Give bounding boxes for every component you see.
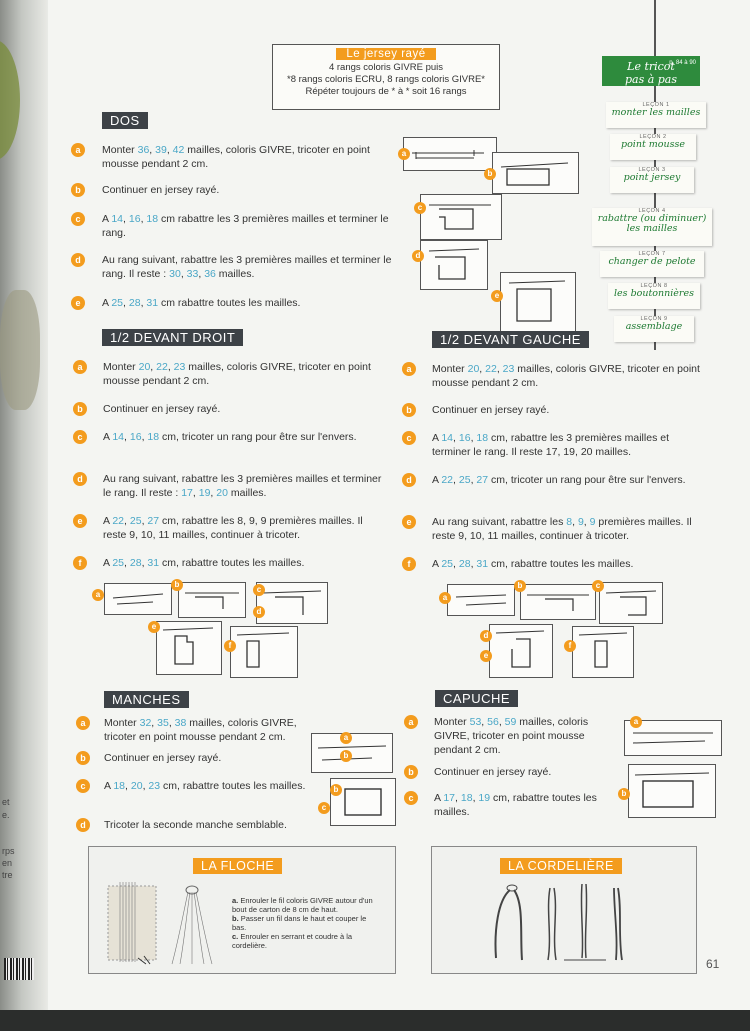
- step-fragment: ,: [180, 268, 187, 280]
- step-fragment: cm, rabattre toutes les mailles.: [159, 557, 305, 569]
- step-badge: c: [404, 791, 418, 805]
- step-text: [104, 818, 329, 832]
- sketch-manches-ab: [311, 733, 393, 773]
- spine-text-1: et: [2, 797, 10, 807]
- step-fragment: Au rang suivant, rabattre les: [432, 516, 567, 528]
- step-fragment: Monter: [434, 716, 470, 728]
- lesson-card-3: LEÇON 3 point jersey: [610, 167, 694, 193]
- step-fragment: ,: [583, 516, 590, 528]
- step-fragment: cm, tricoter un rang pour être sur l'envers.: [159, 431, 357, 443]
- page-number: 61: [706, 957, 720, 971]
- step-fragment: cm, rabattre toutes les mailles.: [160, 780, 306, 792]
- step-fragment: ,: [472, 792, 479, 804]
- step-fragment: A: [432, 558, 442, 570]
- section-title-manches: MANCHES: [104, 691, 189, 708]
- sketch-dos-d: [420, 240, 488, 290]
- lesson-card-9: LEÇON 9 assemblage: [614, 316, 694, 342]
- step-text: [102, 253, 392, 281]
- size-number: 16: [129, 431, 142, 443]
- step-fragment: ,: [167, 361, 174, 373]
- floche-step-c: Enrouler en serrant et coudre à la cordelière.: [232, 932, 353, 950]
- size-number: 25: [129, 515, 142, 527]
- sketch-badge: c: [253, 584, 265, 596]
- step-fragment: ,: [453, 432, 459, 444]
- step-badge: d: [73, 472, 87, 486]
- size-number: 35: [157, 717, 169, 729]
- floche-title: LA FLOCHE: [193, 858, 282, 874]
- sketch-dos-c: [420, 194, 502, 240]
- step-badge: e: [73, 514, 87, 528]
- step-badge: c: [402, 431, 416, 445]
- size-number: 20: [216, 487, 228, 499]
- nav-head-line1: Le tricot: [627, 60, 675, 73]
- step-fragment: ,: [481, 716, 488, 728]
- size-number: 9: [589, 516, 596, 528]
- step-fragment: premières mailles. Il reste 9, 10, 11 mailles, continuer à tricoter.: [432, 516, 692, 542]
- jersey-raye-title: Le jersey rayé: [336, 48, 435, 60]
- size-number: 56: [487, 716, 499, 728]
- size-number: 32: [139, 717, 152, 729]
- size-number: 22: [485, 363, 497, 375]
- sketch-badge: a: [398, 148, 410, 160]
- step-badge: c: [73, 430, 87, 444]
- step-badge: b: [71, 183, 85, 197]
- step-fragment: Au rang suivant, rabattre les 3 premières mailles et terminer le rang. Il reste :: [103, 473, 382, 499]
- step-fragment: mailles, coloris GIVRE, tricoter en point mousse pendant 2 cm.: [434, 716, 589, 756]
- step-fragment: mailles.: [215, 268, 255, 280]
- lesson-card-4: LEÇON 4 rabattre (ou diminuer) les mailles: [592, 208, 712, 246]
- floche-c-label: c.: [232, 932, 239, 941]
- step-fragment: cm rabattre les 3 premières mailles et terminer le rang.: [102, 213, 389, 239]
- section-title-dos: DOS: [102, 112, 148, 129]
- spine-text-6: tre: [2, 870, 13, 880]
- sketch-badge: d: [412, 250, 424, 262]
- step-text: [102, 212, 392, 240]
- step-fragment: ,: [210, 487, 217, 499]
- size-number: 33: [186, 268, 199, 280]
- step-badge: c: [76, 779, 90, 793]
- step-text: [104, 779, 329, 793]
- size-number: 59: [504, 716, 517, 728]
- step-fragment: ,: [123, 213, 129, 225]
- section-title-devant-gauche: 1/2 DEVANT GAUCHE: [432, 331, 589, 348]
- sketch-badge: d: [253, 606, 265, 618]
- step-fragment: Monter: [103, 361, 139, 373]
- step-badge: a: [402, 362, 416, 376]
- size-number: 25: [458, 474, 471, 486]
- size-number: 31: [146, 297, 159, 309]
- size-number: 23: [173, 361, 186, 373]
- step-fragment: cm, rabattre les 3 premières mailles et terminer le rang. Il reste 17, 19, 20 mailles.: [432, 432, 669, 458]
- step-fragment: Au rang suivant, rabattre les 3 premières mailles et terminer le rang. Il reste :: [102, 254, 392, 280]
- sketch-badge: c: [592, 580, 604, 592]
- sketch-badge: a: [92, 589, 104, 601]
- step-fragment: A: [103, 515, 113, 527]
- step-fragment: A: [104, 780, 114, 792]
- tricot-pas-a-pas-header: [602, 56, 700, 86]
- step-badge: f: [402, 557, 416, 571]
- sketch-capuche-b: [628, 764, 716, 818]
- size-number: 19: [198, 487, 211, 499]
- sketch-gauche-b: [520, 584, 596, 620]
- intro-line-2: *8 rangs coloris ECRU, 8 rangs coloris GIVRE*: [287, 74, 485, 85]
- size-number: 39: [155, 144, 167, 156]
- size-number: 8: [566, 516, 573, 528]
- step-fragment: ,: [453, 558, 459, 570]
- scan-bottom-edge: [0, 1010, 750, 1031]
- step-fragment: A: [432, 432, 442, 444]
- size-number: 20: [130, 780, 143, 792]
- spine-text-4: rps: [2, 846, 15, 856]
- step-badge: e: [71, 296, 85, 310]
- size-number: 22: [156, 361, 168, 373]
- sketch-badge: c: [318, 802, 330, 814]
- step-badge: b: [404, 765, 418, 779]
- step-fragment: ,: [141, 557, 148, 569]
- intro-line-3: Répéter toujours de * à * soit 16 rangs: [305, 86, 467, 97]
- size-number: 17: [181, 487, 193, 499]
- step-fragment: ,: [142, 780, 149, 792]
- step-fragment: ,: [141, 431, 148, 443]
- size-number: 36: [137, 144, 150, 156]
- size-number: 18: [146, 213, 159, 225]
- size-number: 38: [174, 717, 187, 729]
- size-number: 28: [128, 297, 141, 309]
- sketch-badge: a: [340, 732, 352, 744]
- step-fragment: mailles.: [227, 487, 267, 499]
- step-text: [432, 557, 707, 571]
- floche-step-b: Passer un fil dans le haut et couper le bas.: [232, 914, 367, 932]
- sketch-droit-f: [230, 626, 298, 678]
- size-number: 53: [469, 716, 482, 728]
- size-number: 20: [138, 361, 151, 373]
- size-number: 42: [172, 144, 185, 156]
- barcode: [4, 958, 34, 980]
- step-fragment: mailles, coloris GIVRE, tricoter en point mousse pendant 2 cm.: [104, 717, 297, 743]
- step-fragment: A: [102, 213, 112, 225]
- step-fragment: A: [103, 557, 113, 569]
- sketch-badge: b: [330, 784, 342, 796]
- cordeliere-illustration: [480, 880, 650, 968]
- step-text: [104, 751, 329, 765]
- step-fragment: Tricoter la seconde manche semblable.: [104, 819, 287, 831]
- step-fragment: A: [102, 297, 112, 309]
- step-badge: b: [76, 751, 90, 765]
- yarn-photo-fragment: [0, 290, 40, 410]
- step-text: [103, 430, 388, 444]
- floche-instructions: [232, 896, 382, 950]
- sketch-badge: b: [171, 579, 183, 591]
- step-badge: a: [404, 715, 418, 729]
- floche-a-label: a.: [232, 896, 239, 905]
- step-text: [102, 183, 392, 197]
- step-text: [432, 431, 707, 459]
- step-badge: b: [402, 403, 416, 417]
- step-fragment: mailles, coloris GIVRE, tricoter en point mousse pendant 2 cm.: [432, 363, 700, 389]
- step-text: [434, 715, 624, 757]
- lesson-card-8: LEÇON 8 les boutonnières: [608, 283, 700, 309]
- step-fragment: A: [103, 431, 113, 443]
- step-fragment: ,: [572, 516, 578, 528]
- sketch-droit-a: [104, 583, 172, 615]
- sketch-gauche-c: [599, 582, 663, 624]
- step-badge: c: [71, 212, 85, 226]
- sketch-badge: e: [491, 290, 503, 302]
- floche-step-a: Enrouler le fil coloris GIVRE autour d'un bout de carton de 8 cm de haut.: [232, 896, 373, 914]
- intro-line-1: 4 rangs coloris GIVRE puis: [328, 62, 444, 73]
- step-fragment: Continuer en jersey rayé.: [432, 404, 550, 416]
- step-fragment: ,: [198, 268, 205, 280]
- spine-text-5: en: [2, 858, 13, 868]
- size-number: 22: [112, 515, 125, 527]
- lesson-pages: p. 84 à 90: [669, 60, 696, 66]
- step-fragment: ,: [168, 717, 175, 729]
- sketch-droit-e: [156, 621, 222, 675]
- size-number: 31: [476, 558, 489, 570]
- sketch-badge: f: [224, 640, 236, 652]
- cordeliere-title: LA CORDELIÈRE: [500, 858, 622, 874]
- sketch-badge: d: [480, 630, 492, 642]
- step-text: [434, 765, 624, 779]
- step-text: [432, 403, 707, 417]
- step-fragment: ,: [124, 557, 130, 569]
- lesson-card-2: LEÇON 2 point mousse: [610, 134, 696, 160]
- step-badge: f: [73, 556, 87, 570]
- size-number: 25: [112, 557, 125, 569]
- sketch-badge: e: [480, 650, 492, 662]
- size-number: 25: [111, 297, 124, 309]
- step-fragment: Continuer en jersey rayé.: [102, 184, 220, 196]
- step-text: [432, 515, 707, 543]
- step-fragment: A: [434, 792, 444, 804]
- spine-text-2: e.: [2, 810, 10, 820]
- size-number: 22: [441, 474, 454, 486]
- size-number: 16: [458, 432, 471, 444]
- step-fragment: ,: [453, 474, 459, 486]
- step-fragment: ,: [141, 515, 148, 527]
- step-text: [102, 296, 392, 310]
- size-number: 23: [502, 363, 515, 375]
- step-fragment: Monter: [102, 144, 138, 156]
- lesson-card-7: LEÇON 7 changer de pelote: [600, 251, 704, 277]
- step-fragment: ,: [496, 363, 503, 375]
- step-fragment: cm, rabattre toutes les mailles.: [488, 558, 634, 570]
- step-fragment: Continuer en jersey rayé.: [103, 403, 221, 415]
- size-number: 18: [147, 431, 160, 443]
- sketch-badge: b: [484, 168, 496, 180]
- step-fragment: ,: [166, 144, 173, 156]
- size-number: 27: [147, 515, 160, 527]
- step-fragment: ,: [150, 361, 157, 373]
- step-fragment: mailles, coloris GIVRE, tricoter en point mousse pendant 2 cm.: [102, 144, 370, 170]
- size-number: 31: [147, 557, 160, 569]
- size-number: 25: [441, 558, 454, 570]
- step-badge: a: [73, 360, 87, 374]
- sketch-badge: b: [340, 750, 352, 762]
- step-badge: d: [402, 473, 416, 487]
- step-text: [103, 472, 388, 500]
- step-fragment: ,: [149, 144, 156, 156]
- step-fragment: Continuer en jersey rayé.: [434, 766, 552, 778]
- sketch-droit-c: [256, 582, 328, 624]
- step-fragment: ,: [124, 515, 130, 527]
- step-fragment: ,: [455, 792, 461, 804]
- sketch-gauche-f: [572, 626, 634, 678]
- size-number: 14: [441, 432, 454, 444]
- step-text: [103, 556, 388, 570]
- sketch-dos-a: [403, 137, 497, 171]
- step-fragment: Monter: [104, 717, 140, 729]
- size-number: 36: [204, 268, 216, 280]
- sketch-badge: b: [618, 788, 630, 800]
- step-fragment: ,: [125, 780, 131, 792]
- sketch-gauche-a: [447, 584, 515, 616]
- size-number: 9: [577, 516, 584, 528]
- jersey-raye-box: [272, 44, 500, 110]
- step-badge: d: [76, 818, 90, 832]
- step-fragment: ,: [151, 717, 158, 729]
- sketch-badge: a: [630, 716, 642, 728]
- step-fragment: ,: [470, 474, 477, 486]
- floche-illustration: [100, 880, 220, 970]
- step-fragment: ,: [192, 487, 199, 499]
- step-fragment: ,: [140, 297, 147, 309]
- step-text: [103, 402, 388, 416]
- size-number: 14: [111, 213, 124, 225]
- size-number: 18: [476, 432, 489, 444]
- step-fragment: ,: [479, 363, 486, 375]
- step-fragment: ,: [124, 431, 130, 443]
- step-fragment: Continuer en jersey rayé.: [104, 752, 222, 764]
- sketch-droit-b: [178, 582, 246, 618]
- step-text: [434, 791, 624, 819]
- step-text: [104, 716, 329, 744]
- step-fragment: ,: [498, 716, 505, 728]
- sketch-dos-b: [492, 152, 579, 194]
- sketch-badge: f: [564, 640, 576, 652]
- step-text: [102, 143, 392, 171]
- step-fragment: ,: [140, 213, 147, 225]
- step-fragment: Monter: [432, 363, 468, 375]
- size-number: 16: [128, 213, 141, 225]
- nav-head-line2: pas à pas: [624, 73, 678, 86]
- step-badge: a: [71, 143, 85, 157]
- size-number: 18: [460, 792, 473, 804]
- size-number: 19: [478, 792, 491, 804]
- step-fragment: cm, tricoter un rang pour être sur l'envers.: [488, 474, 686, 486]
- step-badge: e: [402, 515, 416, 529]
- size-number: 23: [148, 780, 161, 792]
- sketch-badge: a: [439, 592, 451, 604]
- step-fragment: ,: [470, 432, 477, 444]
- step-text: [103, 514, 388, 542]
- step-fragment: cm rabattre toutes les mailles.: [158, 297, 301, 309]
- size-number: 20: [467, 363, 480, 375]
- floche-b-label: b.: [232, 914, 239, 923]
- step-badge: a: [76, 716, 90, 730]
- step-fragment: cm, rabattre toutes les mailles.: [434, 792, 597, 818]
- size-number: 30: [169, 268, 181, 280]
- size-number: 14: [112, 431, 125, 443]
- size-number: 18: [113, 780, 126, 792]
- step-text: [432, 473, 707, 487]
- step-text: [432, 362, 707, 390]
- sketch-dos-e: [500, 272, 576, 332]
- sketch-badge: e: [148, 621, 160, 633]
- sketch-badge: b: [514, 580, 526, 592]
- step-fragment: A: [432, 474, 442, 486]
- size-number: 27: [476, 474, 489, 486]
- step-fragment: ,: [470, 558, 477, 570]
- lesson-card-1: LEÇON 1 monter les mailles: [606, 102, 706, 128]
- step-fragment: ,: [123, 297, 129, 309]
- size-number: 17: [443, 792, 456, 804]
- step-text: [103, 360, 388, 388]
- step-fragment: cm, rabattre les 8, 9, 9 premières mailles. Il reste 9, 10, 11 mailles, continuer à tricoter.: [103, 515, 363, 541]
- section-title-capuche: CAPUCHE: [435, 690, 518, 707]
- sketch-badge: c: [414, 202, 426, 214]
- size-number: 28: [129, 557, 142, 569]
- sketch-gauche-d: [489, 624, 553, 678]
- step-badge: d: [71, 253, 85, 267]
- step-fragment: mailles, coloris GIVRE, tricoter en point mousse pendant 2 cm.: [103, 361, 371, 387]
- size-number: 28: [458, 558, 471, 570]
- step-badge: b: [73, 402, 87, 416]
- section-title-devant-droit: 1/2 DEVANT DROIT: [102, 329, 243, 346]
